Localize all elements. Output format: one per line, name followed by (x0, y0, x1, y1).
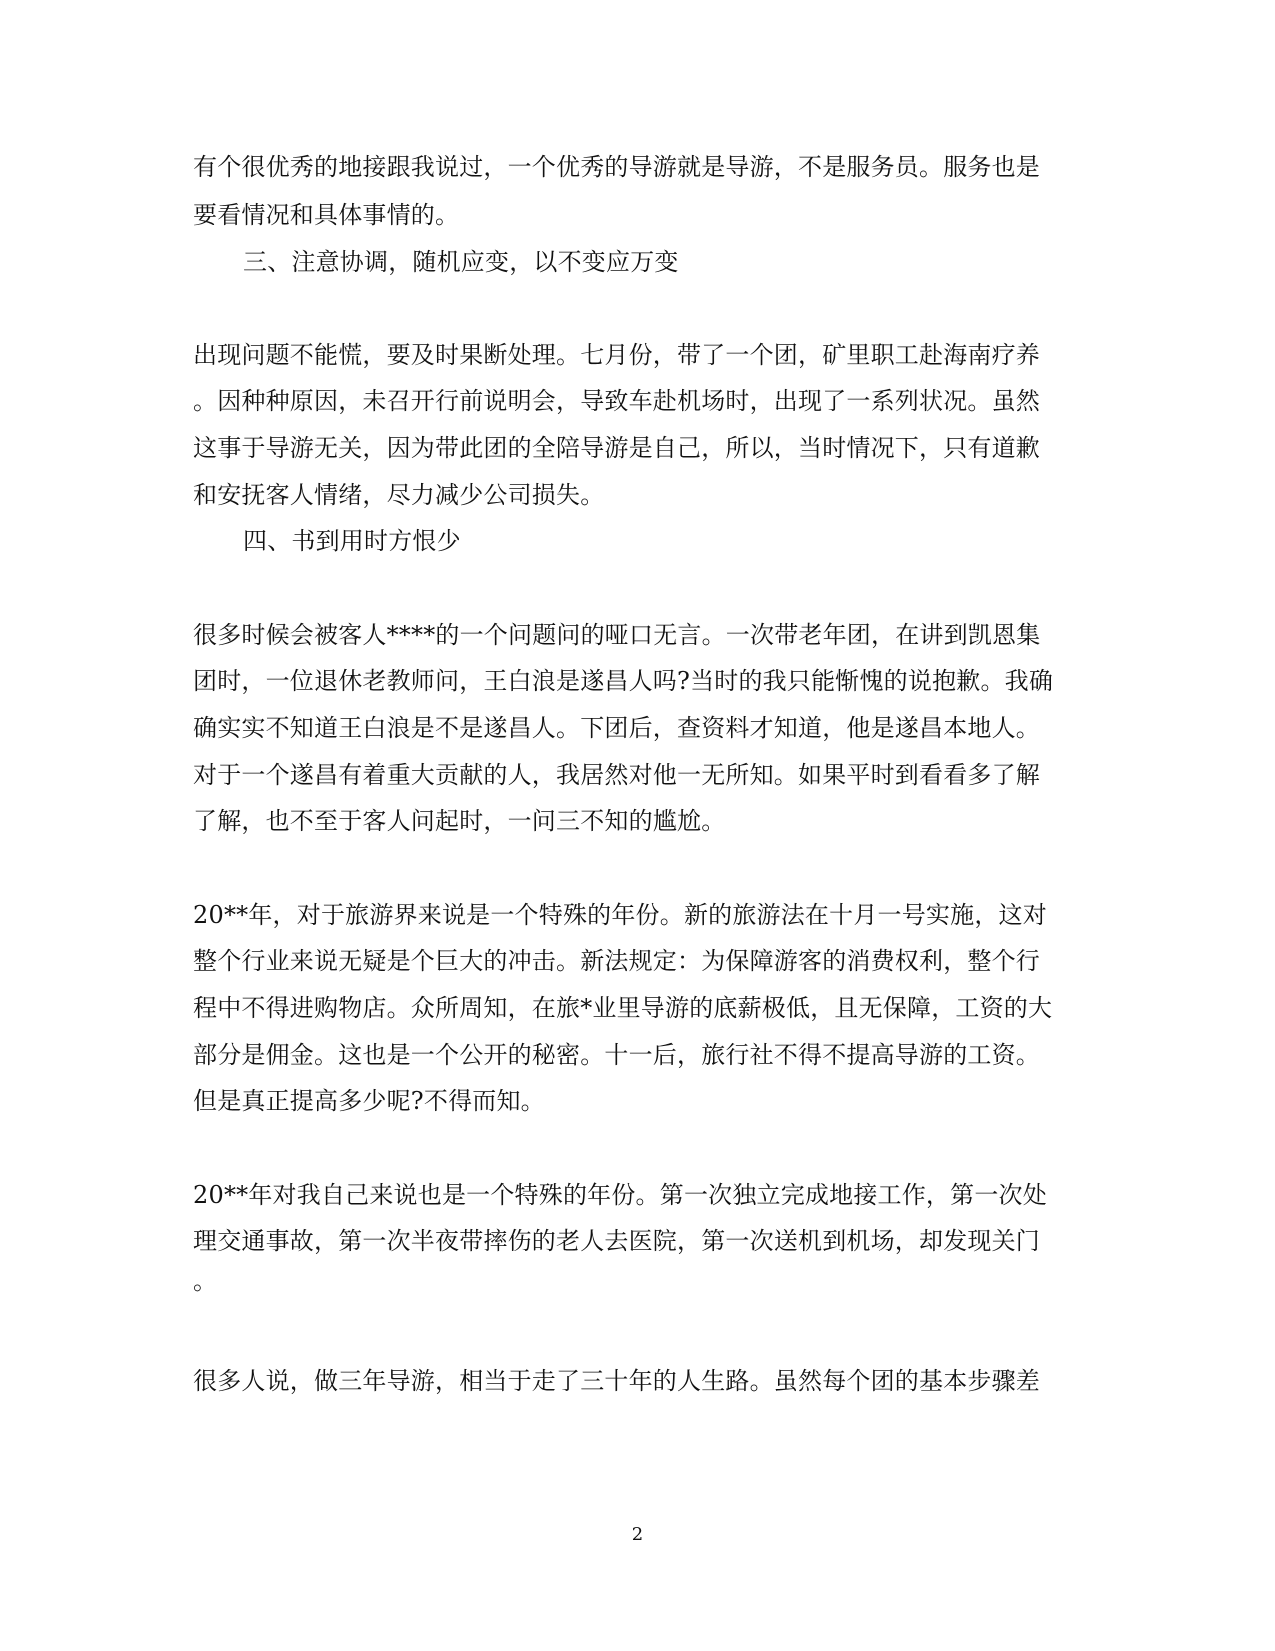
text-line: 要看情况和具体事情的。 (193, 201, 460, 229)
text-line: 很多时候会被客人****的一个问题问的哑口无言。一次带老年团，在讲到凯恩集 (193, 621, 1041, 649)
text-line: 很多人说，做三年导游，相当于走了三十年的人生路。虽然每个团的基本步骤差 (193, 1367, 1040, 1395)
section-heading: 四、书到用时方恨少 (243, 527, 461, 555)
text-line: 。 (193, 1267, 218, 1295)
text-line: 整个行业来说无疑是个巨大的冲击。新法规定：为保障游客的消费权利，整个行 (193, 947, 1040, 975)
text-line: 20**年，对于旅游界来说是一个特殊的年份。新的旅游法在十月一号实施，这对 (193, 901, 1047, 929)
text-line: 理交通事故，第一次半夜带摔伤的老人去医院，第一次送机到机场，却发现关门 (193, 1227, 1040, 1255)
text-line: 有个很优秀的地接跟我说过，一个优秀的导游就是导游，不是服务员。服务也是 (193, 153, 1040, 181)
text-line: 出现问题不能慌，要及时果断处理。七月份，带了一个团，矿里职工赴海南疗养 (193, 341, 1040, 369)
text-line: 20**年对我自己来说也是一个特殊的年份。第一次独立完成地接工作，第一次处 (193, 1181, 1047, 1209)
text-line: 部分是佣金。这也是一个公开的秘密。十一后，旅行社不得不提高导游的工资。 (193, 1041, 1040, 1069)
text-line: 这事于导游无关，因为带此团的全陪导游是自己，所以，当时情况下，只有道歉 (193, 434, 1040, 462)
text-line: 。因种种原因，未召开行前说明会，导致车赴机场时，出现了一系列状况。虽然 (193, 387, 1040, 415)
text-line: 了解，也不至于客人问起时，一问三不知的尴尬。 (193, 807, 726, 835)
text-line: 对于一个遂昌有着重大贡献的人，我居然对他一无所知。如果平时到看看多了解 (193, 761, 1040, 789)
text-line: 团时，一位退休老教师问，王白浪是遂昌人吗?当时的我只能惭愧的说抱歉。我确 (193, 667, 1054, 695)
text-line: 确实实不知道王白浪是不是遂昌人。下团后，查资料才知道，他是遂昌本地人。 (193, 714, 1040, 742)
section-heading: 三、注意协调，随机应变，以不变应万变 (243, 248, 679, 276)
text-line: 和安抚客人情绪，尽力减少公司损失。 (193, 481, 605, 509)
text-line: 但是真正提高多少呢?不得而知。 (193, 1087, 545, 1115)
text-line: 程中不得进购物店。众所周知，在旅*业里导游的底薪极低，且无保障，工资的大 (193, 994, 1053, 1022)
page-number: 2 (631, 1524, 644, 1545)
